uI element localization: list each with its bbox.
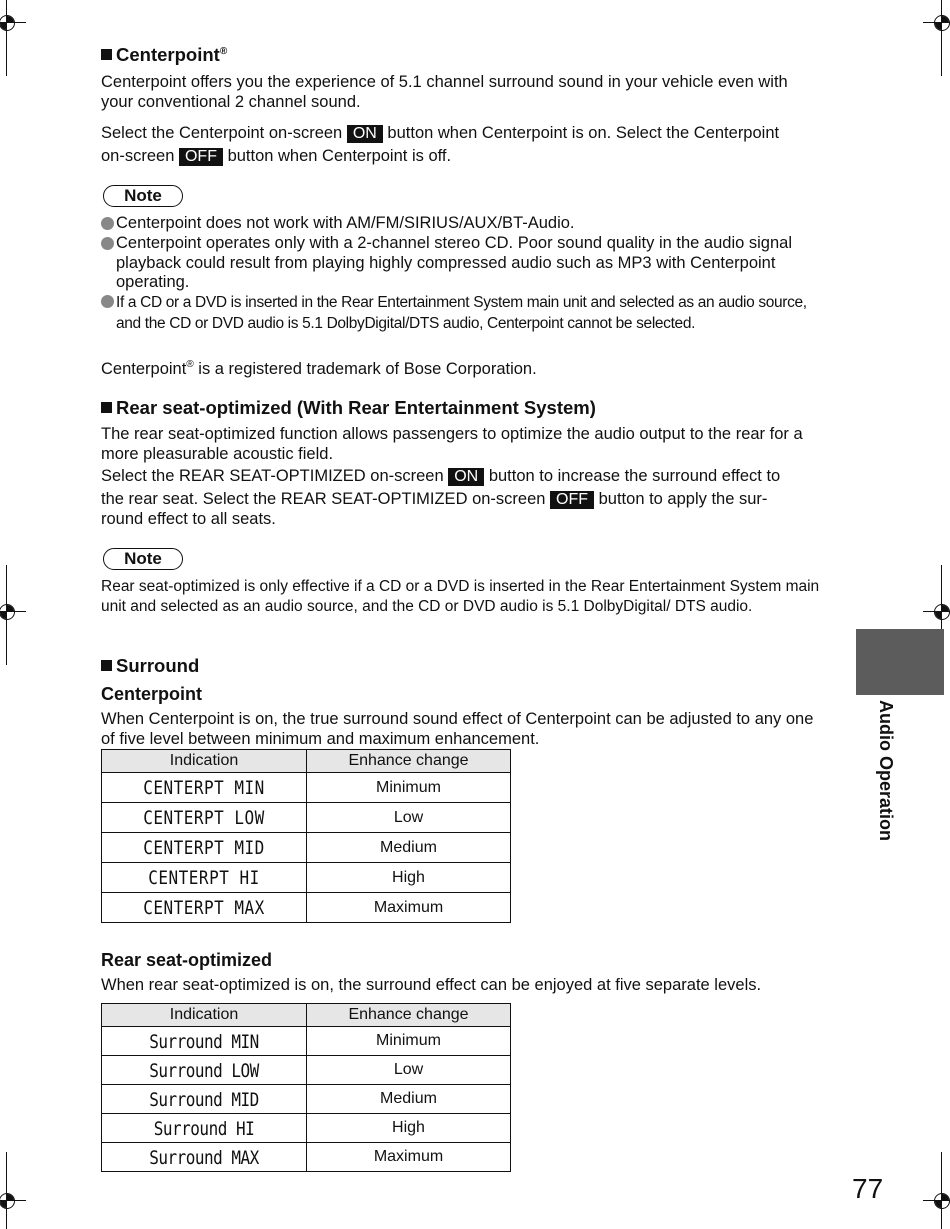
table-row bbox=[102, 773, 511, 803]
page-number: 77 bbox=[852, 1173, 884, 1204]
table-row bbox=[102, 1056, 511, 1085]
lcd-indication: CENTERPT MID bbox=[102, 833, 307, 863]
note-badge: Note bbox=[103, 548, 183, 570]
table-row bbox=[102, 1085, 511, 1114]
on-button[interactable]: ON bbox=[448, 468, 484, 486]
rear-seat-subheading: Rear seat-optimized bbox=[101, 950, 273, 970]
centerpoint-select-line-1: Select the Centerpoint on-screen ON button when Centerpoint is on. Select the Centerpoint bbox=[101, 124, 780, 142]
rear-seat-surround-desc: When rear seat-optimized is on, the surround effect can be enjoyed at five separate levels. bbox=[101, 976, 762, 994]
column-header: Indication bbox=[102, 750, 307, 773]
lcd-indication: CENTERPT MIN bbox=[102, 773, 307, 803]
registration-mark-icon bbox=[0, 12, 18, 34]
centerpoint-select-line-2: on-screen OFF button when Centerpoint is off. bbox=[101, 147, 452, 165]
registration-mark-icon bbox=[0, 1190, 18, 1212]
table-header-row bbox=[102, 750, 511, 773]
lcd-indication: Surround HI bbox=[102, 1114, 307, 1143]
column-header: Enhance change bbox=[307, 750, 511, 773]
table-row bbox=[102, 1143, 511, 1172]
table-row bbox=[102, 803, 511, 833]
rear-select-line-1: Select the REAR SEAT-OPTIMIZED on-screen ON button to increase the surround effect to bbox=[101, 467, 781, 485]
centerpoint-heading: Centerpoint® bbox=[101, 44, 227, 66]
note-list-item: If a CD or a DVD is inserted in the Rear Entertainment System main unit and selected as an audio source, and the CD or DVD audio is 5.1 DolbyDigital/DTS audio, Centerpoint cannot be selected. bbox=[101, 292, 831, 334]
table-row bbox=[102, 833, 511, 863]
registration-mark-icon bbox=[0, 601, 18, 623]
enhance-value: Maximum bbox=[307, 893, 511, 923]
section-tab-label: Audio Operation bbox=[876, 700, 896, 841]
on-button[interactable]: ON bbox=[347, 125, 383, 143]
enhance-value: Medium bbox=[307, 1085, 511, 1114]
crop-line bbox=[6, 0, 7, 76]
surround-level-table bbox=[101, 1003, 511, 1172]
note-badge: Note bbox=[103, 185, 183, 207]
enhance-value: Minimum bbox=[307, 1027, 511, 1056]
enhance-value: Minimum bbox=[307, 773, 511, 803]
lcd-indication: CENTERPT LOW bbox=[102, 803, 307, 833]
table-row bbox=[102, 1027, 511, 1056]
section-tab bbox=[856, 629, 944, 695]
lcd-indication: CENTERPT HI bbox=[102, 863, 307, 893]
off-button[interactable]: OFF bbox=[179, 148, 223, 166]
enhance-value: Low bbox=[307, 803, 511, 833]
centerpoint-subheading: Centerpoint bbox=[101, 684, 202, 704]
enhance-value: Medium bbox=[307, 833, 511, 863]
lcd-indication: Surround MIN bbox=[102, 1027, 307, 1056]
column-header: Enhance change bbox=[307, 1004, 511, 1027]
centerpoint-level-table bbox=[101, 749, 511, 923]
surround-heading: Surround bbox=[101, 655, 199, 677]
square-bullet-icon bbox=[101, 660, 112, 671]
bullet-dot-icon bbox=[101, 237, 114, 250]
lcd-indication: Surround MAX bbox=[102, 1143, 307, 1172]
rear-select-line-3: round effect to all seats. bbox=[101, 510, 276, 528]
enhance-value: Low bbox=[307, 1056, 511, 1085]
lcd-indication: Surround MID bbox=[102, 1085, 307, 1114]
trademark-notice: Centerpoint® is a registered trademark of Bose Corporation. bbox=[101, 359, 537, 378]
crop-line bbox=[6, 565, 7, 665]
rear-select-line-2: the rear seat. Select the REAR SEAT-OPTIMIZED on-screen OFF button to apply the sur- bbox=[101, 490, 768, 508]
rear-seat-heading: Rear seat-optimized (With Rear Entertainment System) bbox=[101, 397, 596, 419]
column-header: Indication bbox=[102, 1004, 307, 1027]
bullet-dot-icon bbox=[101, 217, 114, 230]
table-header-row bbox=[102, 1004, 511, 1027]
enhance-value: High bbox=[307, 863, 511, 893]
crop-line bbox=[941, 0, 942, 76]
enhance-value: High bbox=[307, 1114, 511, 1143]
rear-note-text: Rear seat-optimized is only effective if a CD or a DVD is inserted in the Rear Entertainment System main unit and selected as an audio source, and the CD or DVD audio is 5.1 DolbyDigital/ DTS audio. bbox=[101, 578, 820, 615]
square-bullet-icon bbox=[101, 49, 112, 60]
rear-seat-intro: The rear seat-optimized function allows passengers to optimize the audio output to the rear for a more pleasurable acoustic field. bbox=[101, 425, 803, 463]
lcd-indication: Surround LOW bbox=[102, 1056, 307, 1085]
enhance-value: Maximum bbox=[307, 1143, 511, 1172]
crop-line bbox=[941, 1152, 942, 1229]
centerpoint-surround-desc: When Centerpoint is on, the true surround sound effect of Centerpoint can be adjusted to any one of five level between minimum and maximum enhancement. bbox=[101, 710, 814, 748]
note-list-item: Centerpoint does not work with AM/FM/SIRIUS/AUX/BT-Audio. bbox=[101, 214, 831, 234]
off-button[interactable]: OFF bbox=[550, 491, 594, 509]
crop-line bbox=[6, 1152, 7, 1229]
bullet-dot-icon bbox=[101, 295, 114, 308]
square-bullet-icon bbox=[101, 402, 112, 413]
note-list-item: Centerpoint operates only with a 2-channel stereo CD. Poor sound quality in the audio signal playback could result from playing highly compressed audio such as MP3 with Centerpoint operating. bbox=[101, 234, 831, 293]
centerpoint-intro: Centerpoint offers you the experience of 5.1 channel surround sound in your vehicle even with your conventional 2 channel sound. bbox=[101, 73, 788, 111]
table-row bbox=[102, 863, 511, 893]
table-row bbox=[102, 1114, 511, 1143]
lcd-indication: CENTERPT MAX bbox=[102, 893, 307, 923]
table-row bbox=[102, 893, 511, 923]
